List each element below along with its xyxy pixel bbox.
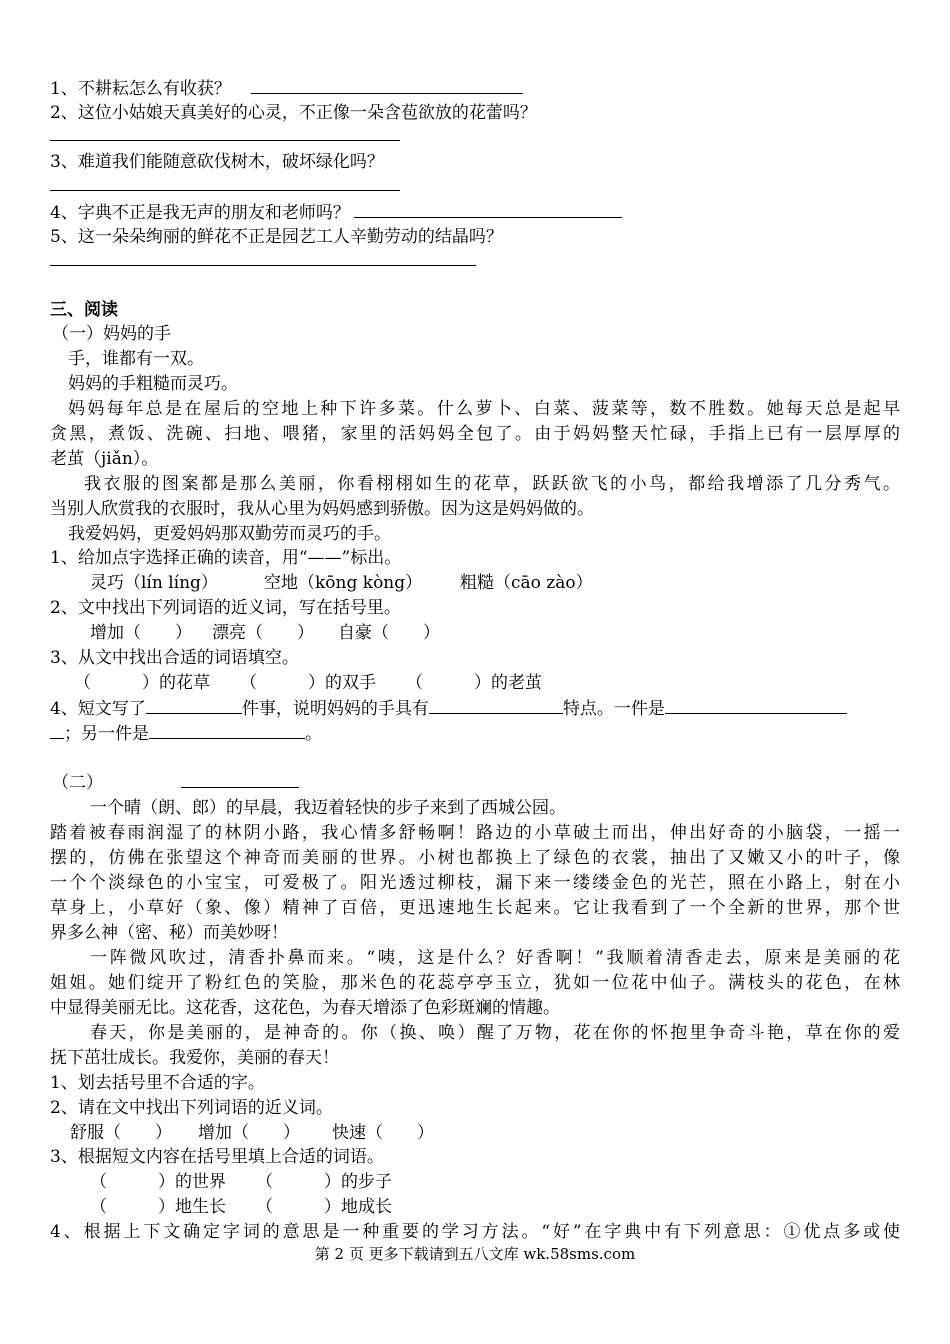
passage2-line: 摆的，仿佛在张望这个神奇而美丽的世界。小树也都换上了绿色的衣裳，抽出了又嫩又小的叶子，像 [50,848,900,868]
passage1-question-1: 1、给加点字选择正确的读音，用“——”标出。 [50,548,402,568]
fill-word-blank[interactable]: （ ）的世界 [90,1172,226,1192]
title-blank[interactable] [181,770,299,788]
rhetorical-question-4: 4、字典不正是我无声的朋友和老师吗？ [50,200,622,224]
fill-word-blank[interactable]: （ ）的步子 [256,1172,392,1192]
passage1-line: 贪黑，煮饭、洗碗、扫地、喂猪，家里的活妈妈全包了。由于妈妈整天忙碌，手指上已有一层厚厚的 [50,424,900,444]
passage1-line: 老茧（jiǎn）。 [50,449,159,469]
synonym-blank[interactable]: 增加（ ） [198,1123,300,1143]
passage2-line: 抚下茁壮成长。我爱你，美丽的春天！ [50,1048,339,1068]
passage1-line: 手，谁都有一双。 [68,349,204,369]
fill-word-blank[interactable]: （ ）地生长 [90,1197,226,1217]
passage2-title: （二） [52,770,299,794]
passage1-title: （一）妈妈的手 [52,324,171,344]
passage2-line: 一个晴（朗、郎）的早晨，我迈着轻快的步子来到了西城公园。 [90,798,566,818]
rhetorical-question-3: 3、难道我们能随意砍伐树木，破坏绿化吗？ [50,152,384,172]
synonym-blank[interactable]: 舒服（ ） [70,1123,172,1143]
passage1-line: 妈妈的手粗糙而灵巧。 [68,374,238,394]
passage1-question-2: 2、文中找出下列词语的近义词，写在括号里。 [50,598,401,618]
synonym-blank[interactable]: 漂亮（ ） [212,623,314,643]
passage1-question-3: 3、从文中找出合适的词语填空。 [50,648,299,668]
fill-word-blank[interactable]: （ ）的双手 [240,673,376,693]
section-heading: 三、阅读 [50,300,118,320]
rhetorical-question-1: 1、不耕耘怎么有收获？ [50,76,523,100]
passage2-line: 中显得美丽无比。这花香，这花色，为春天增添了色彩斑斓的情趣。 [50,998,560,1018]
passage1-question-4: 4、短文写了 件事，说明妈妈的手具有 特点。一件是 [50,696,847,720]
passage2-line: 春天，你是美丽的，是神奇的。你（换、唤）醒了万物，花在你的怀抱里争奇斗艳，草在你的爱 [90,1023,900,1043]
passage2-question-2: 2、请在文中找出下列词语的近义词。 [50,1098,333,1118]
rhetorical-question-2: 2、这位小姑娘天真美好的心灵，不正像一朵含苞欲放的花蕾吗？ [50,103,537,123]
passage1-line: 我衣服的图案都是那么美丽，你看栩栩如生的花草，跃跃欲飞的小鸟，都给我增添了几分秀气。 [84,474,900,494]
synonym-blank[interactable]: 快速（ ） [332,1123,434,1143]
passage2-question-4: 4、根据上下文确定字词的意思是一种重要的学习方法。“好”在字典中有下列意思：①优点多或使 [50,1222,900,1242]
answer-blank[interactable] [149,721,305,739]
passage2-line: 姐姐。她们绽开了粉红色的笑脸，那米色的花蕊亭亭玉立，犹如一位花中仙子。满枝头的花色，在林 [50,973,900,993]
rhetorical-question-5: 5、这一朵朵绚丽的鲜花不正是园艺工人辛勤劳动的结晶吗？ [50,227,503,247]
answer-blank[interactable] [354,200,622,218]
fill-word-blank[interactable]: （ ）的花草 [74,673,210,693]
passage1-question-4-cont: ；另一件是 。 [50,721,322,745]
pinyin-option[interactable]: 灵巧（lín líng） [90,573,218,593]
pinyin-option[interactable]: 粗糙（cāo zào） [460,573,593,593]
answer-blank[interactable] [146,696,242,714]
passage1-line: 妈妈每年总是在屋后的空地上种下许多菜。什么萝卜、白菜、菠菜等，数不胜数。她每天总是起早 [68,399,900,419]
fill-word-blank[interactable]: （ ）的老茧 [406,673,542,693]
answer-blank[interactable] [251,76,523,94]
answer-line[interactable] [50,265,476,266]
passage2-line: 一个个淡绿色的小宝宝，可爱极了。阳光透过柳枝，漏下来一缕缕金色的光芒，照在小路上，射在小 [50,873,900,893]
fill-word-blank[interactable]: （ ）地成长 [256,1197,392,1217]
passage1-line: 我爱妈妈，更爱妈妈那双勤劳而灵巧的手。 [68,524,391,544]
passage1-line: 当别人欣赏我的衣服时，我从心里为妈妈感到骄傲。因为这是妈妈做的。 [50,499,594,519]
page-footer: 第 2 页 更多下载请到五八文库 wk.58sms.com [314,1245,636,1263]
pinyin-option[interactable]: 空地（kōng kòng） [264,573,423,593]
synonym-blank[interactable]: 增加（ ） [90,623,192,643]
passage2-line: 一阵微风吹过，清香扑鼻而来。“咦，这是什么？好香啊！”我顺着清香走去，原来是美丽的花 [90,948,900,968]
passage2-question-3: 3、根据短文内容在括号里填上合适的词语。 [50,1147,384,1167]
passage2-line: 踏着被春雨润湿了的林阴小路，我心情多舒畅啊！路边的小草破土而出，伸出好奇的小脑袋，一摇一 [50,823,900,843]
synonym-blank[interactable]: 自豪（ ） [338,623,440,643]
answer-blank[interactable] [665,696,847,714]
answer-blank[interactable] [429,696,563,714]
answer-line[interactable] [50,140,400,141]
answer-line[interactable] [50,190,400,191]
passage2-line: 草身上，小草好（象、像）精神了百倍，更迅速地生长起来。它让我看到了一个全新的世界，那个世 [50,898,900,918]
answer-blank[interactable] [50,721,64,739]
passage2-line: 界多么神（密、秘）而美妙呀！ [50,923,288,943]
passage2-question-1: 1、划去括号里不合适的字。 [50,1073,265,1093]
